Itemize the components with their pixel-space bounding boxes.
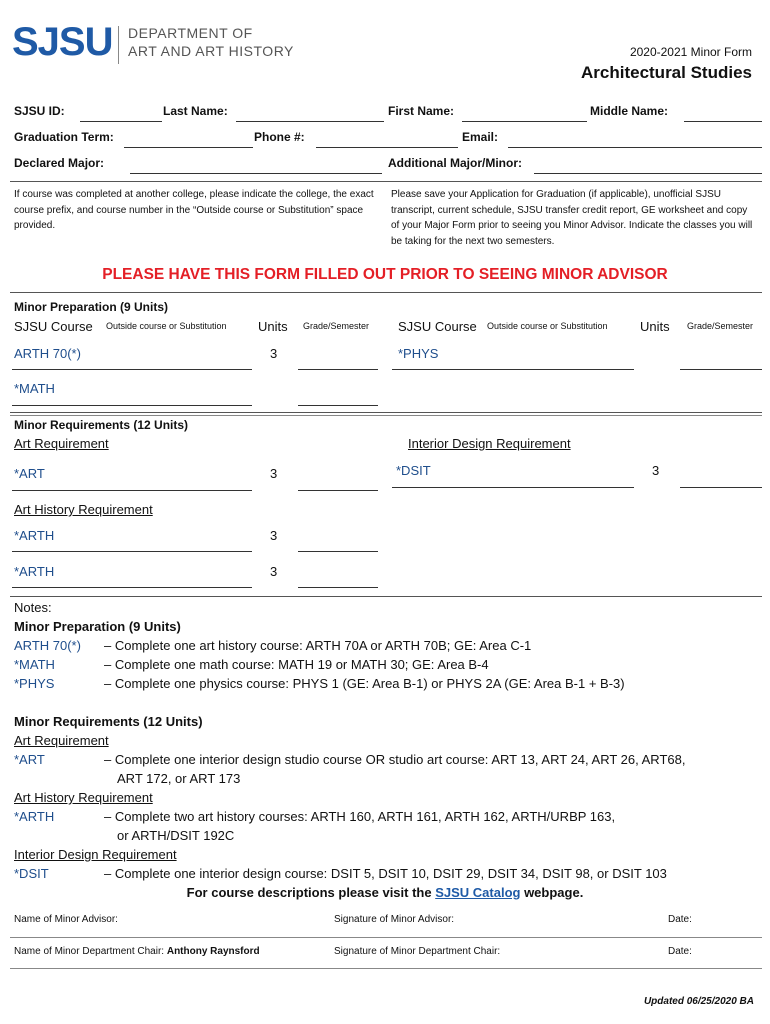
note-text: – Complete two art history courses: ARTH 160, ARTH 161, ARTH 162, ARTH/URBP 163,: [104, 809, 616, 824]
first-name-label: First Name:: [388, 104, 455, 118]
chair-person: Anthony Raynsford: [166, 946, 260, 957]
col-header-course-right: SJSU Course: [398, 319, 477, 334]
course-dsit: *DSIT: [396, 463, 431, 478]
note-code: *DSIT: [14, 866, 49, 881]
note-text: or ARTH/DSIT 192C: [117, 828, 235, 843]
grade-line[interactable]: [298, 551, 378, 552]
note-text: – Complete one physics course: PHYS 1 (GE: Area B-1) or PHYS 2A (GE: Area B-1 + B-3): [104, 676, 625, 691]
divider: [10, 181, 762, 182]
units-dsit: 3: [652, 463, 660, 478]
warning-banner: PLEASE HAVE THIS FORM FILLED OUT PRIOR TO SEEING MINOR ADVISOR: [102, 266, 668, 283]
sjsu-logo: SJSU: [12, 20, 113, 64]
date-label-2: Date:: [668, 946, 692, 957]
form-title: Architectural Studies: [581, 63, 752, 82]
advisor-signature-label: Signature of Minor Advisor:: [334, 914, 455, 925]
units-arth70: 3: [270, 346, 278, 361]
dept-line1: DEPARTMENT OF: [128, 25, 253, 41]
col-header-units: Units: [258, 319, 288, 334]
course-line[interactable]: [12, 551, 252, 552]
notes-label: Notes:: [14, 600, 52, 615]
first-name-field[interactable]: [462, 121, 587, 122]
chair-name-label: [14, 946, 260, 957]
col-header-grade-right: Grade/Semester: [687, 321, 754, 331]
note-code: *MATH: [14, 657, 55, 672]
grade-line[interactable]: [298, 490, 378, 491]
sjsu-id-field[interactable]: [80, 121, 162, 122]
divider: [10, 415, 762, 416]
course-line[interactable]: [12, 587, 252, 588]
logo-divider: [118, 26, 119, 64]
divider: [10, 292, 762, 293]
note-text: – Complete one math course: MATH 19 or MATH 30; GE: Area B-4: [104, 657, 489, 672]
notes-prep-heading: Minor Preparation (9 Units): [14, 619, 181, 634]
course-line[interactable]: [12, 405, 252, 406]
declared-major-field[interactable]: [130, 173, 382, 174]
prep-heading: Minor Preparation (9 Units): [14, 300, 169, 314]
course-arth-1: *ARTH: [14, 528, 55, 543]
middle-name-field[interactable]: [684, 121, 762, 122]
course-line[interactable]: [12, 490, 252, 491]
col-header-grade: Grade/Semester: [303, 321, 370, 331]
notes-art-requirement: Art Requirement: [14, 733, 109, 748]
art-requirement-label: Art Requirement: [14, 436, 109, 451]
units-arth-1: 3: [270, 528, 278, 543]
course-line[interactable]: [392, 487, 634, 488]
divider: [10, 596, 762, 597]
grade-line[interactable]: [298, 369, 378, 370]
dept-line2: ART AND ART HISTORY: [128, 43, 294, 59]
graduation-term-field[interactable]: [124, 147, 253, 148]
col-header-units-right: Units: [640, 319, 670, 334]
course-arth70: ARTH 70(*): [14, 346, 81, 361]
declared-major-label: Declared Major:: [14, 156, 105, 170]
divider: [10, 412, 762, 413]
advisor-name-label: Name of Minor Advisor:: [14, 914, 118, 925]
units-arth-2: 3: [270, 564, 278, 579]
course-line[interactable]: [12, 369, 252, 370]
note-text: – Complete one interior design studio course OR studio art course: ART 13, ART 24, ART 26, ART68,: [104, 752, 686, 767]
last-name-label: Last Name:: [163, 104, 228, 118]
art-history-requirement-label: Art History Requirement: [14, 502, 153, 517]
date-label-1: Date:: [668, 914, 692, 925]
notes-interior-requirement: Interior Design Requirement: [14, 847, 177, 862]
catalog-post: webpage.: [520, 885, 584, 900]
col-header-outside-right: Outside course or Substitution: [487, 321, 608, 331]
instructions-left: If course was completed at another college, please indicate the college, the exact course prefix, and course number in the “Outside course or Substitution” space provided.: [14, 189, 374, 231]
email-field[interactable]: [508, 147, 762, 148]
interior-requirement-label: Interior Design Requirement: [408, 436, 571, 451]
catalog-pre: For course descriptions please visit the: [186, 885, 436, 900]
course-phys: *PHYS: [398, 346, 439, 361]
note-code: *PHYS: [14, 676, 55, 691]
chair-name-text: Name of Minor Department Chair:: [14, 946, 167, 957]
req-heading: Minor Requirements (12 Units): [14, 418, 189, 432]
middle-name-label: Middle Name:: [590, 104, 669, 118]
form-year: 2020-2021 Minor Form: [629, 45, 752, 59]
note-text: – Complete one art history course: ARTH 70A or ARTH 70B; GE: Area C-1: [104, 638, 532, 653]
additional-major-label: Additional Major/Minor:: [388, 156, 522, 170]
phone-field[interactable]: [316, 147, 458, 148]
col-header-outside: Outside course or Substitution: [106, 321, 227, 331]
note-text: ART 172, or ART 173: [117, 771, 241, 786]
signature-line[interactable]: [10, 937, 762, 938]
last-name-field[interactable]: [236, 121, 384, 122]
note-code: *ART: [14, 752, 45, 767]
footer-updated: Updated 06/25/2020 BA: [643, 996, 754, 1007]
catalog-line: [0, 885, 770, 900]
note-text: – Complete one interior design course: DSIT 5, DSIT 10, DSIT 29, DSIT 34, DSIT 98, or DSIT 103: [104, 866, 667, 881]
graduation-term-label: Graduation Term:: [14, 130, 114, 144]
grade-line[interactable]: [298, 587, 378, 588]
col-header-course: SJSU Course: [14, 319, 93, 334]
grade-line[interactable]: [680, 369, 762, 370]
email-label: Email:: [462, 130, 499, 144]
course-line[interactable]: [392, 369, 634, 370]
units-art: 3: [270, 466, 278, 481]
notes-art-history-requirement: Art History Requirement: [14, 790, 153, 805]
instructions-right: Please save your Application for Graduation (if applicable), unofficial SJSU transcript, current schedule, SJSU transfer credit report, GE worksheet and copy of your Major Form prior to seeing you Minor Advisor. Indicate the classes you will be taking for the next two semesters.: [391, 189, 753, 247]
additional-major-field[interactable]: [534, 173, 762, 174]
course-math: *MATH: [14, 381, 55, 396]
signature-line[interactable]: [10, 968, 762, 969]
course-arth-2: *ARTH: [14, 564, 55, 579]
course-art: *ART: [14, 466, 45, 481]
note-code: ARTH 70(*): [14, 638, 81, 653]
phone-label: Phone #:: [254, 130, 305, 144]
note-code: *ARTH: [14, 809, 55, 824]
grade-line[interactable]: [298, 405, 378, 406]
notes-req-heading: Minor Requirements (12 Units): [14, 714, 203, 729]
sjsu-catalog-link[interactable]: SJSU Catalog: [435, 885, 521, 900]
sjsu-id-label: SJSU ID:: [14, 104, 65, 118]
grade-line[interactable]: [680, 487, 762, 488]
chair-signature-label: Signature of Minor Department Chair:: [334, 946, 501, 957]
